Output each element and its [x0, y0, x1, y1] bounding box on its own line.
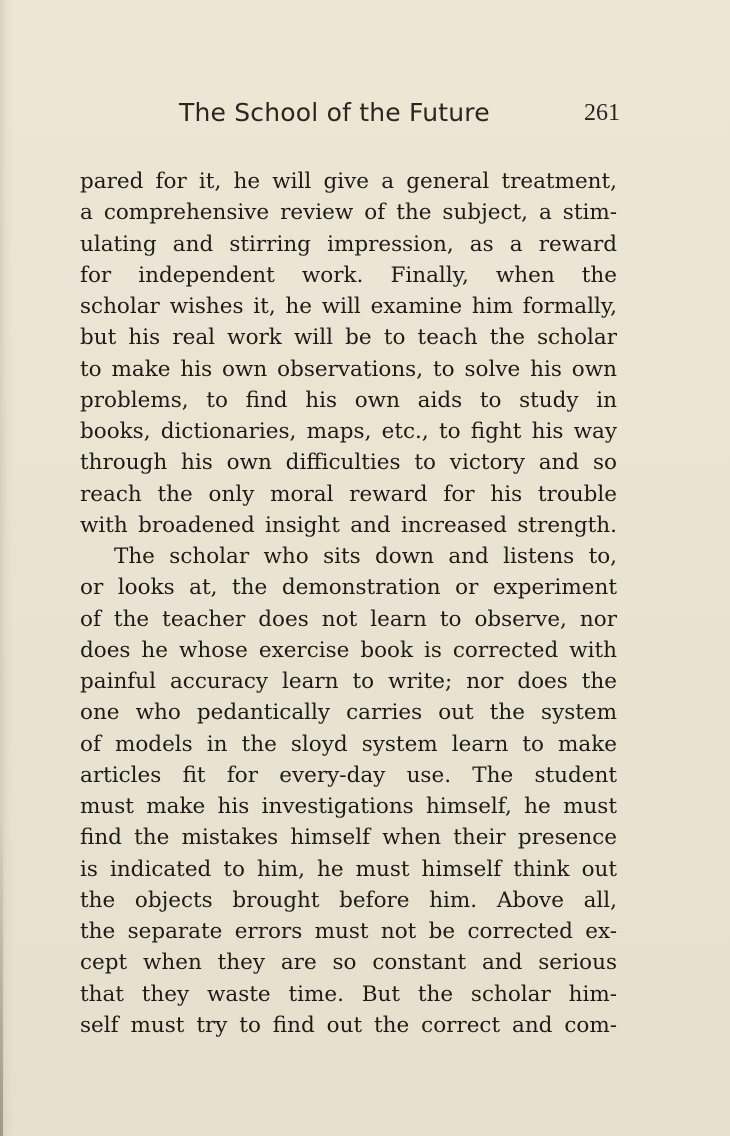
- body-text: [80, 166, 617, 1041]
- binding-shadow: [0, 820, 3, 1136]
- text-line: the objects brought before him. Above all,: [80, 887, 617, 913]
- text-line: problems, to find his own aids to study in: [80, 387, 617, 413]
- text-line: painful accuracy learn to write; nor does the: [80, 669, 617, 694]
- text-line: or looks at, the demonstration or experiment: [80, 575, 617, 601]
- text-line: of the teacher does not learn to observe, nor: [80, 606, 617, 632]
- text-line: find the mistakes himself when their presence: [80, 825, 617, 851]
- text-line: reach the only moral reward for his trouble: [80, 481, 617, 507]
- text-line: articles fit for every-day use. The student: [80, 762, 617, 788]
- text-line: with broadened insight and increased strength.: [80, 512, 617, 538]
- text-line: books, dictionaries, maps, etc., to fight his way: [80, 419, 617, 444]
- text-line: must make his investigations himself, he must: [80, 794, 617, 819]
- text-line: of models in the sloyd system learn to make: [80, 731, 617, 757]
- text-line: scholar wishes it, he will examine him formally,: [80, 294, 617, 319]
- text-line: that they waste time. But the scholar him-: [80, 981, 617, 1007]
- running-title: The School of the Future: [179, 98, 490, 127]
- text-line: one who pedantically carries out the system: [80, 700, 617, 726]
- paragraph-start-line: The scholar who sits down and listens to,: [114, 544, 617, 569]
- text-line: for independent work. Finally, when the: [80, 262, 617, 288]
- text-line: is indicated to him, he must himself think out: [80, 856, 617, 882]
- text-line: pared for it, he will give a general treatment,: [80, 169, 617, 194]
- text-line: the separate errors must not be corrected ex-: [80, 919, 617, 944]
- text-line: but his real work will be to teach the scholar: [80, 325, 617, 351]
- text-line: does he whose exercise book is corrected with: [80, 637, 617, 663]
- page-number: 261: [584, 100, 620, 126]
- text-line: self must try to find out the correct and com-: [80, 1012, 617, 1038]
- running-head: [80, 98, 620, 138]
- text-line: to make his own observations, to solve his own: [80, 356, 617, 382]
- text-line: cept when they are so constant and serious: [80, 950, 617, 976]
- text-line: ulating and stirring impression, as a reward: [80, 231, 617, 257]
- text-line: a comprehensive review of the subject, a stim-: [80, 200, 617, 226]
- text-line: through his own difficulties to victory and so: [80, 450, 617, 476]
